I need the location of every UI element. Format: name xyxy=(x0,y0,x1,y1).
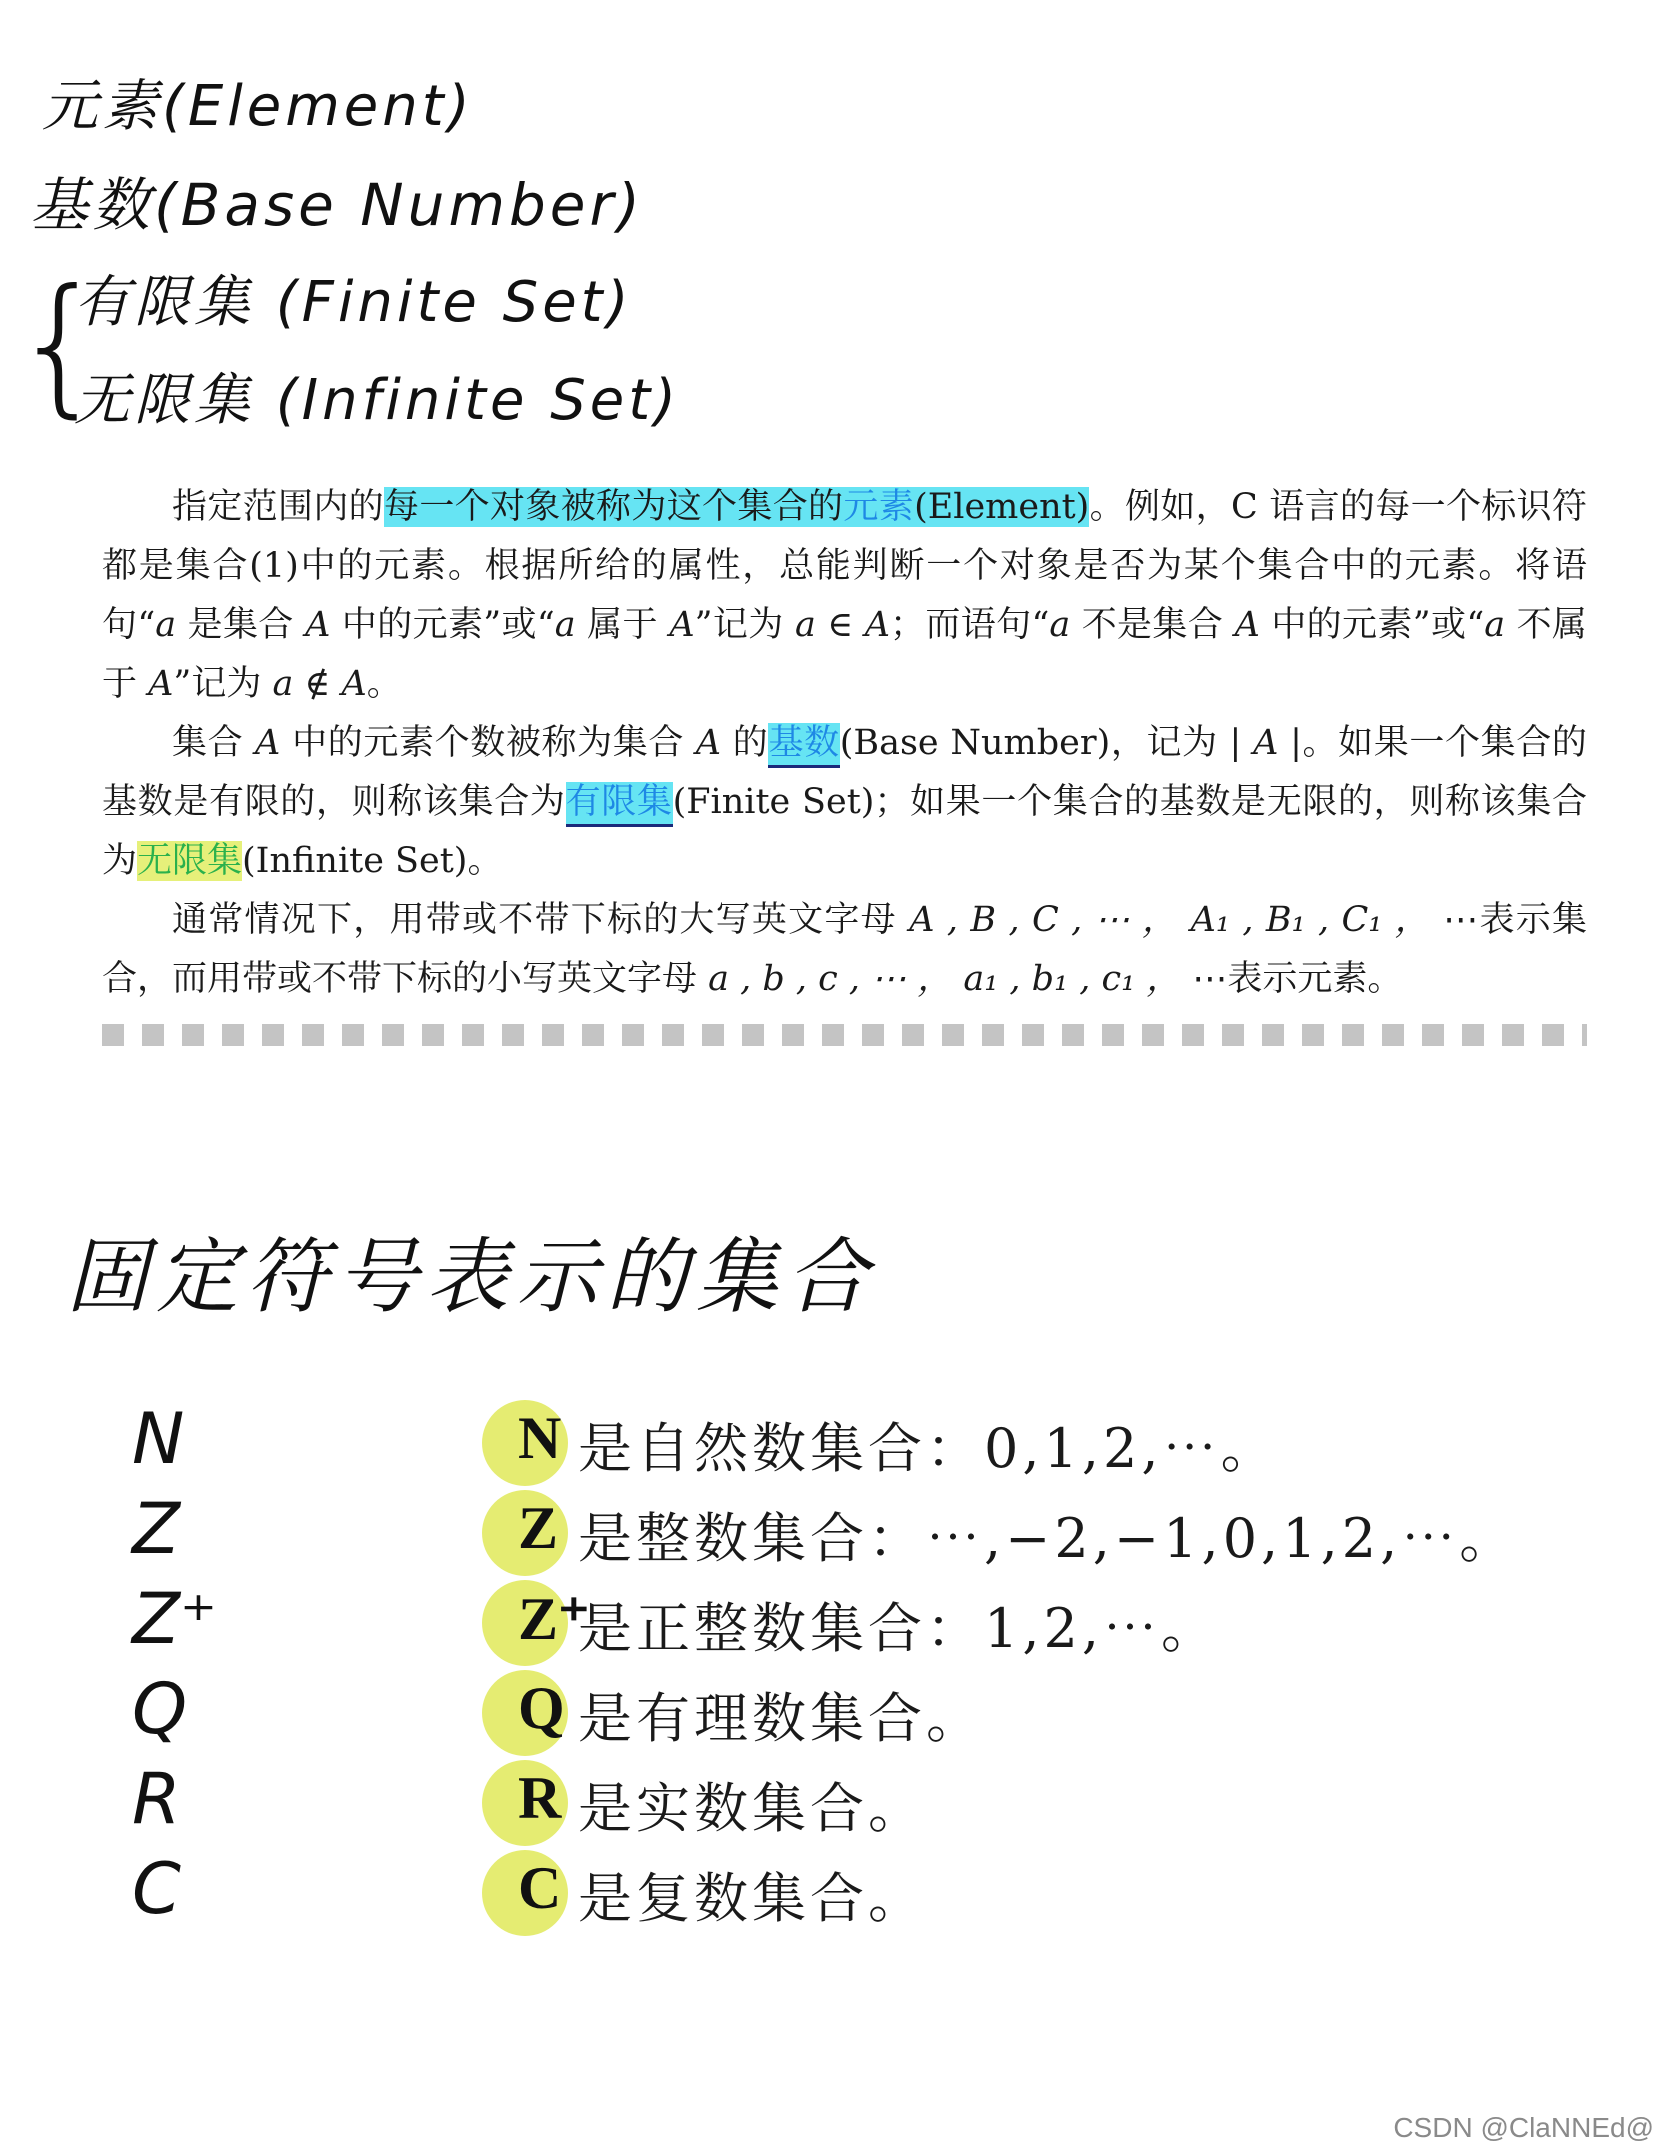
handwritten-brace: { xyxy=(12,258,112,432)
paragraph-notation: 通常情况下，用带或不带下标的大写英文字母 A , B , C , ⋯ ， A₁ , B₁ , C₁ ， ⋯表示集合，而用带或不带下标的小写英文字母 a , b , c , ⋯ ， a₁ , b₁ , c₁ ， ⋯表示元素。 xyxy=(102,900,1587,999)
set-description: 是自然数集合：0,1,2,⋯。 xyxy=(578,1417,1279,1480)
handwritten-symbol: R xyxy=(132,1758,181,1840)
symbol-row-real xyxy=(0,1758,1668,1848)
keyword-element: 元素 xyxy=(843,487,915,527)
set-description: 是整数集合：⋯,−2,−1,0,1,2,⋯。 xyxy=(578,1507,1518,1570)
cropped-text-line xyxy=(102,1024,1587,1046)
cardinality-notation: | A | xyxy=(1229,723,1302,763)
non-membership-relation: a ∉ A xyxy=(272,664,367,704)
paragraph-element-definition: 指定范围内的每一个对象被称为这个集合的元素(Element)。例如，C 语言的每一个标识符都是集合(1)中的元素。根据所给的属性，总能判断一个对象是否为某个集合中的元素。将语句“a 是集合 A 中的元素”或“a 属于 A”记为 a ∈ A；而语句“a 不是集合 A 中的元素”或“a 不属于 A”记为 a ∉ A。 xyxy=(102,487,1587,704)
symbol-row-positive-integer xyxy=(0,1578,1668,1668)
handwritten-heading: 固定符号表示的集合 xyxy=(66,1230,876,1325)
set-symbol: Z xyxy=(518,1495,559,1561)
handwritten-symbol: N xyxy=(132,1398,185,1480)
set-symbol: Q xyxy=(518,1675,565,1741)
paragraph-base-number: 集合 A 中的元素个数被称为集合 A 的基数(Base Number)，记为 | A |。如果一个集合的基数是有限的，则称该集合为有限集(Finite Set)；如果一个集合的基数是无限的，则称该集合为无限集(Infinite Set)。 xyxy=(102,723,1587,881)
set-symbol: N xyxy=(518,1405,562,1471)
set-symbol: R xyxy=(518,1765,562,1831)
set-symbol: C xyxy=(518,1855,562,1921)
handwritten-symbol: Z⁺ xyxy=(132,1578,217,1660)
keyword-finite-set: 有限集 xyxy=(566,782,673,827)
symbol-row-rational xyxy=(0,1668,1668,1758)
set-description: 是复数集合。 xyxy=(578,1867,926,1930)
keyword-base-number: 基数 xyxy=(768,723,839,768)
set-description: 是实数集合。 xyxy=(578,1777,926,1840)
highlight-element-definition: 每一个对象被称为这个集合的元素(Element) xyxy=(384,487,1090,527)
handwritten-symbol: C xyxy=(132,1848,181,1930)
set-symbol: Z⁺ xyxy=(518,1586,590,1652)
handwritten-base-number-note: 基数(Base Number) xyxy=(30,171,644,239)
symbol-row-complex xyxy=(0,1848,1668,1938)
symbol-row-integer xyxy=(0,1488,1668,1578)
book-excerpt xyxy=(102,478,1587,1009)
handwritten-infinite-set-note: 无限集 (Infinite Set) xyxy=(74,368,680,433)
handwritten-symbol: Z xyxy=(132,1488,180,1570)
handwritten-element-note: 元素(Element) xyxy=(42,74,474,139)
set-description: 是正整数集合：1,2,⋯。 xyxy=(578,1597,1220,1660)
handwritten-symbol: Q xyxy=(132,1668,188,1750)
watermark: CSDN @ClaNNEd@ xyxy=(1393,2112,1654,2143)
membership-relation: a ∈ A xyxy=(795,605,891,645)
handwritten-finite-set-note: 有限集 (Finite Set) xyxy=(74,270,633,335)
set-description: 是有理数集合。 xyxy=(578,1687,984,1750)
symbol-row-natural xyxy=(0,1398,1668,1488)
keyword-infinite-set: 无限集 xyxy=(137,841,243,881)
